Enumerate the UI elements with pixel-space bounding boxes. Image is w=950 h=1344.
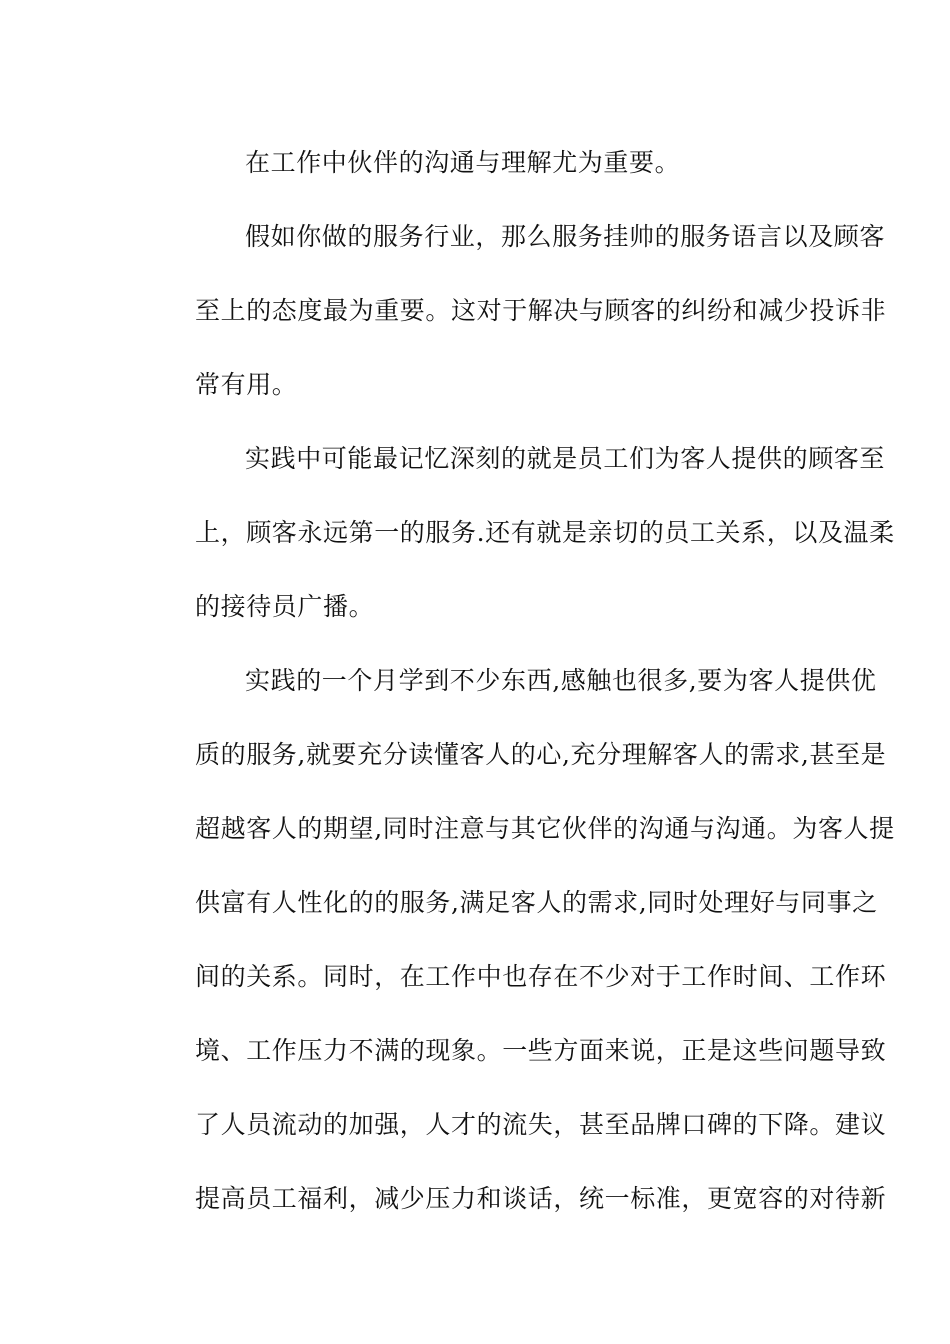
text-line: 质的服务,就要充分读懂客人的心,充分理解客人的需求,甚至是 xyxy=(195,740,887,769)
text-line: 境、工作压力不满的现象。一些方面来说，正是这些问题导致 xyxy=(195,1036,887,1065)
text-line: 常有用。 xyxy=(195,370,298,399)
text-line: 上，顾客永远第一的服务.还有就是亲切的员工关系，以及温柔 xyxy=(195,518,895,547)
text-line: 间的关系。同时，在工作中也存在不少对于工作时间、工作环 xyxy=(195,962,887,991)
text-line: 实践的一个月学到不少东西,感触也很多,要为客人提供优 xyxy=(245,666,877,695)
paragraph-3 xyxy=(145,422,895,644)
text-line: 提高员工福利，减少压力和谈话，统一标准，更宽容的对待新 xyxy=(195,1184,887,1213)
text-line: 超越客人的期望,同时注意与其它伙伴的沟通与沟通。为客人提 xyxy=(195,814,895,843)
text-line: 了人员流动的加强，人才的流失，甚至品牌口碑的下降。建议 xyxy=(195,1110,887,1139)
text-line: 在工作中伙伴的沟通与理解尤为重要。 xyxy=(245,148,681,177)
text-line: 实践中可能最记忆深刻的就是员工们为客人提供的顾客至 xyxy=(245,444,886,473)
paragraph-2 xyxy=(145,200,887,422)
paragraph-4 xyxy=(145,644,895,1236)
body-text xyxy=(145,126,895,1236)
text-line: 供富有人性化的的服务,满足客人的需求,同时处理好与同事之 xyxy=(195,888,878,917)
text-line: 假如你做的服务行业，那么服务挂帅的服务语言以及顾客 xyxy=(245,222,886,251)
text-line: 的接待员广播。 xyxy=(195,592,375,621)
paragraph-1 xyxy=(145,126,807,200)
text-line: 至上的态度最为重要。这对于解决与顾客的纠纷和减少投诉非 xyxy=(195,296,887,325)
